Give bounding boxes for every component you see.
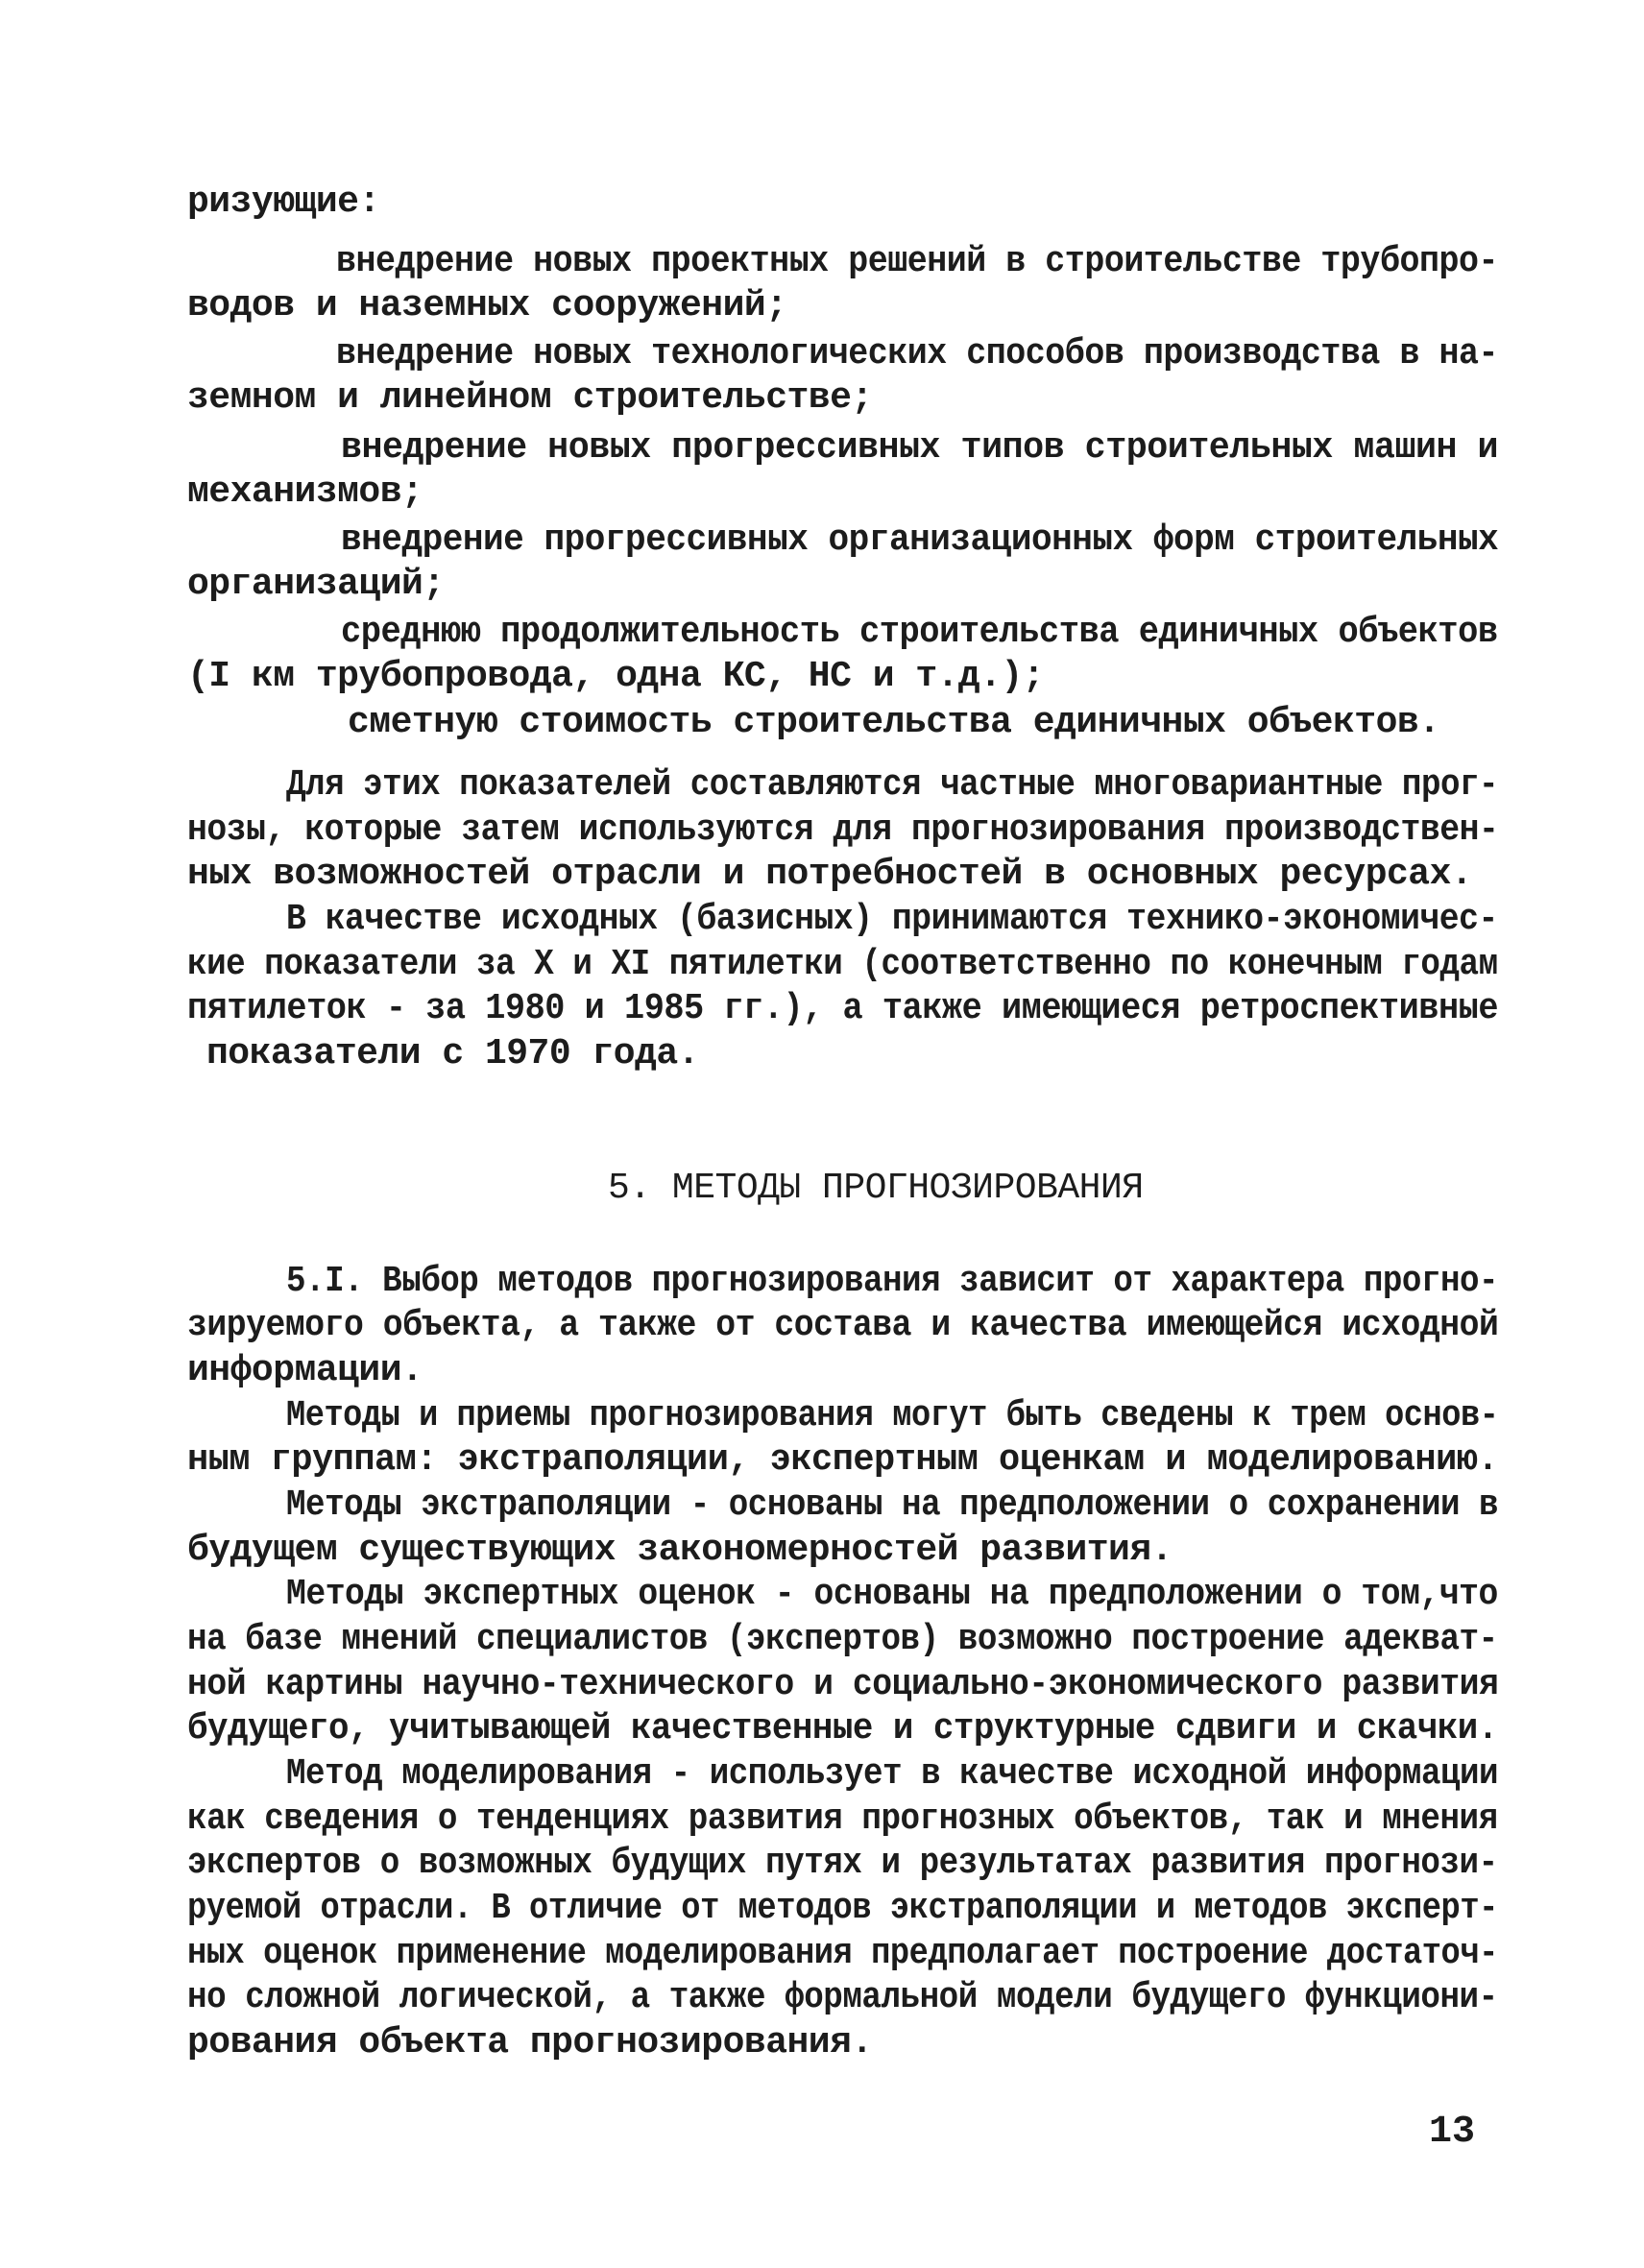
indicator-5-line-2: (I км трубопровода, одна КС, НС и т.д.); [187, 656, 1045, 697]
paragraph-2-line-2: кие показатели за X и XI пятилетки (соответственно по конечным годам [187, 944, 1498, 985]
section-para-4-line-3: ной картины научно-технического и социально-экономического развития [187, 1664, 1499, 1705]
indicator-6-line-1: сметную стоимость строительства единичных объектов. [348, 702, 1440, 743]
paragraph-1-line-2: нозы, которые затем используются для прогнозирования производствен- [187, 809, 1499, 851]
indicator-4-line-2: организаций; [187, 564, 445, 605]
indicator-1-line-1: внедрение новых проектных решений в строительстве трубопро- [336, 241, 1498, 282]
section-para-5-line-4: руемой отрасли. В отличие от методов экстраполяции и методов эксперт- [187, 1888, 1498, 1929]
section-para-4-line-2: на базе мнений специалистов (экспертов) возможно построение адекват- [187, 1619, 1498, 1660]
section-para-5-line-7: рования объекта прогнозирования. [187, 2022, 873, 2063]
section-para-1-line-3: информации. [187, 1350, 423, 1391]
section-para-3-line-1: Методы экстраполяции - основаны на предположении о сохранении в [286, 1484, 1499, 1526]
section-para-4-line-4: будущего, учитывающей качественные и структурные сдвиги и скачки. [187, 1708, 1498, 1749]
section-para-5-line-3: экспертов о возможных будущих путях и результатах развития прогнози- [187, 1843, 1498, 1884]
section-title: 5. МЕТОДЫ ПРОГНОЗИРОВАНИЯ [608, 1168, 1144, 1209]
page-number: 13 [1429, 2111, 1476, 2154]
section-para-2-line-1: Методы и приемы прогнозирования могут быть сведены к трем основ- [286, 1395, 1499, 1436]
indicator-4-line-1: внедрение прогрессивных организационных форм строительных [341, 519, 1499, 561]
paragraph-2-line-4: показатели с 1970 года. [206, 1033, 699, 1074]
paragraph-2-line-3: пятилеток - за 1980 и 1985 гг.), а также имеющиеся ретроспективные [187, 988, 1499, 1029]
section-para-5-line-1: Метод моделирования - использует в качестве исходной информации [286, 1753, 1499, 1795]
indicator-5-line-1: среднюю продолжительность строительства единичных объектов [341, 612, 1498, 653]
section-para-1-line-1: 5.I. Выбор методов прогнозирования зависит от характера прогно- [286, 1261, 1499, 1302]
continuation-text: ризующие: [187, 181, 380, 223]
section-para-5-line-6: но сложной логической, а также формальной модели будущего функциони- [187, 1977, 1498, 2018]
indicator-3-line-1: внедрение новых прогрессивных типов строительных машин и [341, 427, 1499, 469]
section-para-2-line-2: ным группам: экстраполяции, экспертным оценкам и моделированию. [187, 1439, 1499, 1481]
section-para-1-line-2: зируемого объекта, а также от состава и качества имеющейся исходной [187, 1305, 1499, 1346]
indicator-2-line-1: внедрение новых технологических способов производства в на- [336, 333, 1498, 374]
section-para-3-line-2: будущем существующих закономерностей развития. [187, 1530, 1173, 1571]
indicator-1-line-2: водов и наземных сооружений; [187, 285, 787, 326]
paragraph-1-line-1: Для этих показателей составляются частные многовариантные прог- [286, 764, 1499, 806]
paragraph-2-line-1: В качестве исходных (базисных) принимаются технико-экономичес- [286, 899, 1498, 940]
paragraph-1-line-3: ных возможностей отрасли и потребностей в основных ресурсах. [187, 854, 1473, 895]
section-para-5-line-5: ных оценок применение моделирования предполагает построение достаточ- [187, 1933, 1498, 1974]
indicator-2-line-2: земном и линейном строительстве; [187, 377, 873, 419]
section-para-5-line-2: как сведения о тенденциях развития прогнозных объектов, так и мнения [187, 1798, 1498, 1840]
section-para-4-line-1: Методы экспертных оценок - основаны на предположении о том,что [286, 1574, 1498, 1615]
indicator-3-line-2: механизмов; [187, 471, 423, 513]
